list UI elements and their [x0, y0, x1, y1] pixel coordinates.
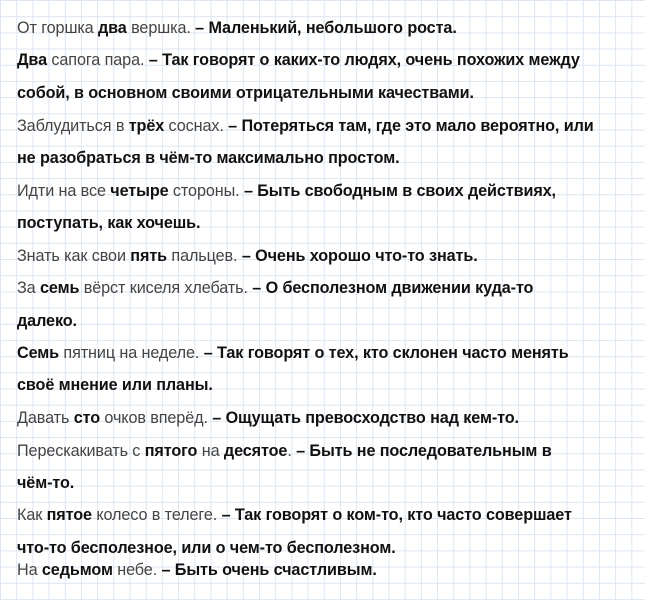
idiom-line	[17, 505, 572, 525]
bold-text: своё мнение или планы.	[17, 376, 213, 394]
bold-text: не разобраться в чём-то максимально простом.	[17, 149, 400, 167]
idiom-line-continued	[17, 311, 77, 331]
plain-text: Идти на все	[17, 182, 111, 200]
idiom-line	[17, 116, 594, 136]
bold-text: что-то бесполезное, или о чем-то бесполезном.	[17, 539, 396, 557]
plain-text: небе.	[112, 561, 162, 579]
bold-text: Два	[17, 51, 47, 69]
bold-text: – Так говорят о ком-то, кто часто совершает	[221, 506, 572, 524]
plain-text: вёрст киселя хлебать.	[79, 279, 253, 297]
plain-text: Знать как свои	[17, 247, 131, 265]
plain-text: За	[17, 279, 40, 297]
bold-text: далеко.	[17, 312, 77, 330]
idiom-line-continued	[17, 213, 200, 233]
idiom-line	[17, 278, 533, 298]
bold-text: семь	[39, 279, 80, 297]
plain-text: стороны.	[168, 182, 244, 200]
bold-text: пятое	[46, 506, 92, 524]
idiom-line	[17, 560, 377, 580]
plain-text: От горшка	[17, 19, 98, 37]
idiom-line-continued	[17, 148, 400, 168]
bold-text: – Потеряться там, где это мало вероятно, или	[228, 117, 594, 135]
bold-text: – Быть не последовательным в	[296, 442, 552, 460]
bold-text: собой, в основном своими отрицательными качествами.	[17, 84, 474, 102]
bold-text: четыре	[110, 182, 169, 200]
bold-text: – Ощущать превосходство над кем-то.	[212, 409, 519, 427]
idiom-line-continued	[17, 83, 474, 103]
plain-text: очков вперёд.	[100, 409, 213, 427]
bold-text: сто	[73, 409, 100, 427]
bold-text: пятого	[144, 442, 198, 460]
bold-text: пять	[130, 247, 167, 265]
bold-text: – Так говорят о тех, кто склонен часто менять	[203, 344, 569, 362]
bold-text: трёх	[128, 117, 165, 135]
bold-text: Семь	[17, 344, 60, 362]
bold-text: поступать, как хочешь.	[17, 214, 201, 232]
bold-text: – О бесполезном движении куда-то	[252, 279, 534, 297]
bold-text: – Маленький, небольшого роста.	[195, 19, 457, 37]
idiom-line-continued	[17, 375, 213, 395]
idiom-line	[17, 408, 519, 428]
bold-text: – Так говорят о каких-то людях, очень похожих между	[148, 51, 580, 69]
plain-text: пальцев.	[167, 247, 242, 265]
plain-text: Заблудиться в	[17, 117, 129, 135]
bold-text: чём-то.	[17, 474, 75, 492]
plain-text: На	[17, 561, 42, 579]
bold-text: – Очень хорошо что-то знать.	[241, 247, 478, 265]
idiom-line-continued	[17, 538, 396, 558]
idiom-line	[17, 441, 552, 461]
bold-text: два	[97, 19, 127, 37]
plain-text: вершка.	[126, 19, 196, 37]
plain-text: Перескакивать с	[17, 442, 145, 460]
plain-text: на	[197, 442, 224, 460]
plain-text: Давать	[17, 409, 74, 427]
plain-text: колесо в телеге.	[91, 506, 222, 524]
idiom-line	[17, 246, 478, 266]
idiom-line-continued	[17, 473, 74, 493]
plain-text: соснах.	[164, 117, 229, 135]
idiom-line	[17, 181, 556, 201]
bold-text: – Быть очень счастливым.	[161, 561, 377, 579]
plain-text: .	[287, 442, 297, 460]
idiom-line	[17, 343, 569, 363]
idiom-line	[17, 18, 457, 38]
plain-text: Как	[17, 506, 47, 524]
plain-text: сапога пара.	[46, 51, 149, 69]
plain-text: пятниц на неделе.	[59, 344, 204, 362]
idiom-line	[17, 50, 580, 70]
bold-text: десятое	[223, 442, 288, 460]
bold-text: седьмом	[41, 561, 113, 579]
bold-text: – Быть свободным в своих действиях,	[243, 182, 556, 200]
